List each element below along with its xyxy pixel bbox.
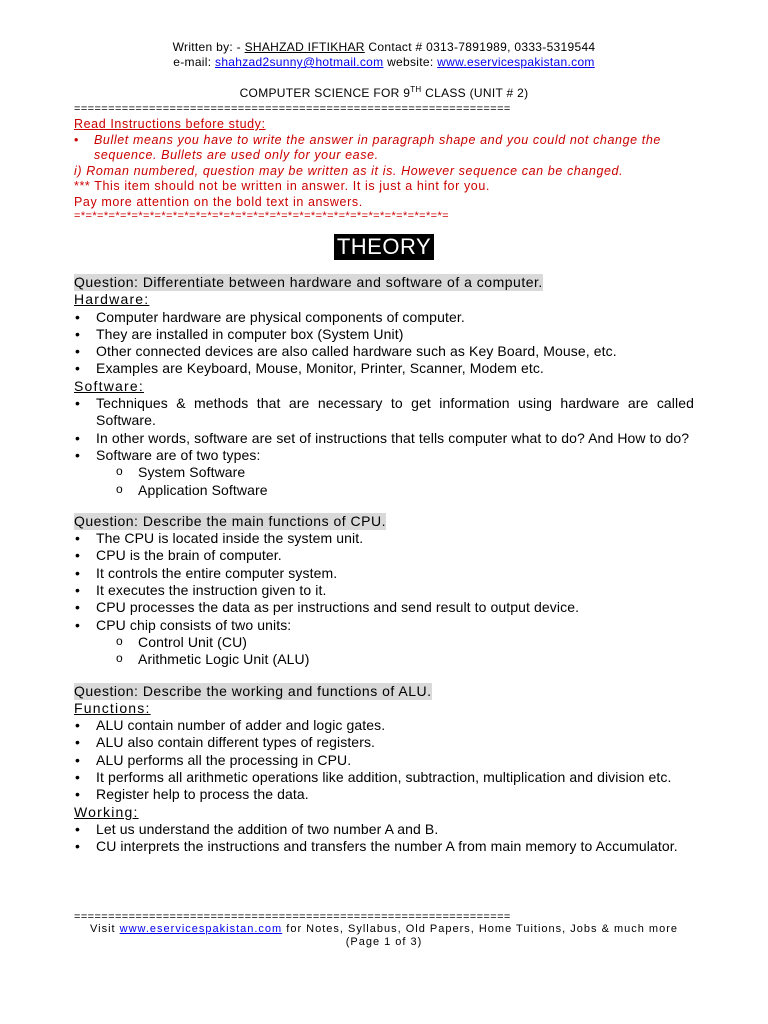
course-title-superscript: TH xyxy=(410,85,422,94)
theory-heading-wrap xyxy=(74,234,694,260)
email-link[interactable]: shahzad2sunny@hotmail.com xyxy=(215,55,384,69)
software-types-list xyxy=(74,464,694,499)
sub-list-item: o Application Software xyxy=(116,482,694,499)
star-separator: =*=*=*=*=*=*=*=*=*=*=*=*=*=*=*=*=*=*=*=*=*=*=*=*=*=*=*=*=*=*=*=*= xyxy=(74,210,449,222)
hardware-label: Hardware: xyxy=(74,291,150,308)
author-line xyxy=(74,40,694,55)
cpu-functions-list xyxy=(74,530,694,634)
sub-list-item: o Control Unit (CU) xyxy=(116,634,694,651)
instruction-attention: Pay more attention on the bold text in answers. xyxy=(74,194,363,209)
footer-visit-label: Visit xyxy=(90,923,116,935)
cpu-units-list xyxy=(74,634,694,669)
footer-separator: ================================================================ xyxy=(74,911,511,923)
list-item: • Computer hardware are physical components of computer. xyxy=(74,309,694,326)
list-item: • Register help to process the data. xyxy=(74,786,694,803)
list-item: • Let us understand the addition of two number A and B. xyxy=(74,821,694,838)
separator-line: ================================================================ xyxy=(74,103,511,115)
email-label: e-mail: xyxy=(173,55,212,69)
website-link[interactable]: www.eservicespakistan.com xyxy=(437,55,595,69)
question-hardware-software xyxy=(74,274,694,499)
email-line xyxy=(74,55,694,70)
list-item: • CPU processes the data as per instructions and send result to output device. xyxy=(74,599,694,616)
instruction-roman: i) Roman numbered, question may be written as it is. However sequence can be changed. xyxy=(74,163,624,178)
sub-list-item: o Arithmetic Logic Unit (ALU) xyxy=(116,651,694,668)
list-item: • The CPU is located inside the system unit. xyxy=(74,530,694,547)
list-item: • CU interprets the instructions and transfers the number A from main memory to Accumulator. xyxy=(74,838,694,855)
course-title-suffix: CLASS (UNIT # 2) xyxy=(425,86,529,100)
page-footer xyxy=(74,911,694,949)
question-heading: Question: Describe the working and functions of ALU. xyxy=(74,682,432,699)
list-item: • Software are of two types: xyxy=(74,447,694,464)
bullet-icon: • xyxy=(74,132,79,147)
functions-label: Functions: xyxy=(74,699,151,716)
website-label: website: xyxy=(387,55,434,69)
theory-heading: THEORY xyxy=(334,234,434,260)
question-heading: Question: Differentiate between hardware and software of a computer. xyxy=(74,274,543,290)
alu-functions-list xyxy=(74,717,694,803)
list-item: • It executes the instruction given to it. xyxy=(74,582,694,599)
list-item: • Other connected devices are also called hardware such as Key Board, Mouse, etc. xyxy=(74,343,694,360)
list-item: • Examples are Keyboard, Mouse, Monitor, Printer, Scanner, Modem etc. xyxy=(74,360,694,377)
list-item: • CPU chip consists of two units: xyxy=(74,617,694,634)
list-item: • Techniques & methods that are necessary to get information using hardware are called Software. xyxy=(74,395,694,430)
alu-working-list xyxy=(74,821,694,856)
instructions-block xyxy=(74,117,694,222)
contact-numbers: Contact # 0313-7891989, 0333-5319544 xyxy=(368,40,596,54)
list-item: • CPU is the brain of computer. xyxy=(74,547,694,564)
list-item: • ALU performs all the processing in CPU. xyxy=(74,752,694,769)
footer-website-link[interactable]: www.eservicespakistan.com xyxy=(119,923,283,935)
instruction-bullet-text: Bullet means you have to write the answer in paragraph shape and you could not change the sequence. Bullets are used only for your ease. xyxy=(94,132,661,162)
footer-tagline: for Notes, Syllabus, Old Papers, Home Tuitions, Jobs & much more xyxy=(286,923,678,935)
list-item: • ALU also contain different types of registers. xyxy=(74,734,694,751)
list-item: • In other words, software are set of instructions that tells computer what to do? And How to do? xyxy=(74,430,694,447)
list-item: • ALU contain number of adder and logic gates. xyxy=(74,717,694,734)
question-alu xyxy=(74,683,694,856)
document-page xyxy=(74,40,694,856)
footer-visit-line xyxy=(74,923,694,936)
list-item: • It controls the entire computer system. xyxy=(74,565,694,582)
software-list xyxy=(74,395,694,464)
author-name: SHAHZAD IFTIKHAR xyxy=(244,40,365,54)
working-label: Working: xyxy=(74,803,139,820)
instruction-bullet xyxy=(74,133,694,164)
list-item: • They are installed in computer box (System Unit) xyxy=(74,326,694,343)
page-number: (Page 1 of 3) xyxy=(345,936,423,948)
sub-list-item: o System Software xyxy=(116,464,694,481)
hardware-list xyxy=(74,309,694,378)
written-by-label: Written by: - xyxy=(172,40,241,54)
software-label: Software: xyxy=(74,377,144,394)
course-title xyxy=(74,82,694,101)
list-item: • It performs all arithmetic operations like addition, subtraction, multiplication and division etc. xyxy=(74,769,694,786)
instructions-heading: Read Instructions before study: xyxy=(74,117,266,131)
instruction-star: *** This item should not be written in answer. It is just a hint for you. xyxy=(74,179,490,193)
course-title-prefix: COMPUTER SCIENCE FOR 9 xyxy=(239,86,411,100)
question-heading: Question: Describe the main functions of CPU. xyxy=(74,512,386,529)
question-cpu-functions xyxy=(74,513,694,669)
